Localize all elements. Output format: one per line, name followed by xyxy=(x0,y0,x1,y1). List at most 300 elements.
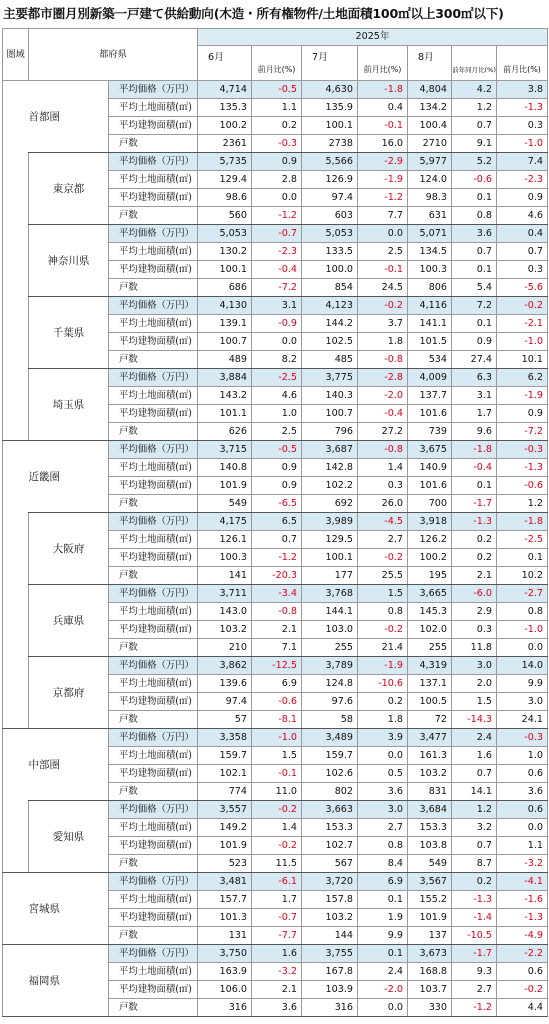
value-cell: 0.7 xyxy=(452,765,497,783)
value-cell: 2710 xyxy=(408,135,452,153)
value-cell: 0.6 xyxy=(497,963,548,981)
value-cell: 3.7 xyxy=(358,315,408,333)
value-cell: 0.1 xyxy=(452,477,497,495)
value-cell: 3,750 xyxy=(198,945,252,963)
value-cell: 3,489 xyxy=(302,729,358,747)
value-cell: 5,735 xyxy=(198,153,252,171)
value-cell: 103.8 xyxy=(408,837,452,855)
value-cell: 0.3 xyxy=(452,621,497,639)
value-cell: 8.7 xyxy=(452,855,497,873)
value-cell: 101.9 xyxy=(198,837,252,855)
prefecture-name-cell: 神奈川県 xyxy=(29,225,109,297)
area-column-header: 圏域 xyxy=(3,29,29,81)
value-cell: 102.0 xyxy=(408,621,452,639)
value-cell: -1.2 xyxy=(452,999,497,1017)
value-cell: 9.9 xyxy=(497,675,548,693)
value-cell: 101.6 xyxy=(408,405,452,423)
value-cell: 4,714 xyxy=(198,81,252,99)
table-row xyxy=(3,873,548,891)
value-cell: 0.6 xyxy=(497,801,548,819)
value-cell: -8.1 xyxy=(252,711,302,729)
value-cell: -0.3 xyxy=(497,441,548,459)
metric-label-cell: 戸数 xyxy=(109,783,198,801)
value-cell: 177 xyxy=(302,567,358,585)
value-cell: 133.5 xyxy=(302,243,358,261)
value-cell: 3,477 xyxy=(408,729,452,747)
value-cell: 0.3 xyxy=(497,261,548,279)
value-cell: 14.1 xyxy=(452,783,497,801)
value-cell: 796 xyxy=(302,423,358,441)
value-cell: 26.0 xyxy=(358,495,408,513)
value-cell: 3,665 xyxy=(408,585,452,603)
value-cell: 168.8 xyxy=(408,963,452,981)
table-row xyxy=(3,153,548,171)
value-cell: 0.4 xyxy=(358,99,408,117)
table-row xyxy=(3,585,548,603)
value-cell: 4,804 xyxy=(408,81,452,99)
value-cell: 161.3 xyxy=(408,747,452,765)
value-cell: -2.8 xyxy=(358,369,408,387)
value-cell: -1.2 xyxy=(358,189,408,207)
value-cell: 5,566 xyxy=(302,153,358,171)
metric-label-cell: 平均建物面積(㎡) xyxy=(109,405,198,423)
metric-label-cell: 平均価格（万円） xyxy=(109,369,198,387)
value-cell: 131 xyxy=(198,927,252,945)
value-cell: 0.7 xyxy=(452,837,497,855)
value-cell: 27.4 xyxy=(452,351,497,369)
area-group-cell xyxy=(3,729,29,873)
metric-label-cell: 平均土地面積(㎡) xyxy=(109,387,198,405)
metric-label-cell: 平均土地面積(㎡) xyxy=(109,531,198,549)
value-cell: -0.7 xyxy=(252,225,302,243)
value-cell: 1.5 xyxy=(252,747,302,765)
value-cell: 0.0 xyxy=(497,819,548,837)
value-cell: 6.5 xyxy=(252,513,302,531)
metric-label-cell: 戸数 xyxy=(109,135,198,153)
prefecture-name-cell: 兵庫県 xyxy=(29,585,109,657)
value-cell: 4,630 xyxy=(302,81,358,99)
metric-label-cell: 平均価格（万円） xyxy=(109,729,198,747)
value-cell: 142.8 xyxy=(302,459,358,477)
value-cell: -14.3 xyxy=(452,711,497,729)
metric-label-cell: 平均価格（万円） xyxy=(109,441,198,459)
value-cell: 167.8 xyxy=(302,963,358,981)
value-cell: -1.3 xyxy=(452,891,497,909)
value-cell: 103.0 xyxy=(302,621,358,639)
value-cell: 686 xyxy=(198,279,252,297)
value-cell: 97.4 xyxy=(198,693,252,711)
value-cell: 153.3 xyxy=(302,819,358,837)
metric-label-cell: 戸数 xyxy=(109,279,198,297)
value-cell: 3.1 xyxy=(252,297,302,315)
metric-label-cell: 戸数 xyxy=(109,567,198,585)
value-cell: 5,053 xyxy=(302,225,358,243)
value-cell: 3,663 xyxy=(302,801,358,819)
value-cell: -2.0 xyxy=(358,387,408,405)
value-cell: 3,884 xyxy=(198,369,252,387)
metric-label-cell: 平均土地面積(㎡) xyxy=(109,99,198,117)
value-cell: 139.6 xyxy=(198,675,252,693)
metric-label-cell: 戸数 xyxy=(109,855,198,873)
value-cell: 3.0 xyxy=(358,801,408,819)
value-cell: 144.1 xyxy=(302,603,358,621)
value-cell: -0.2 xyxy=(497,297,548,315)
value-cell: 3,918 xyxy=(408,513,452,531)
value-cell: -0.1 xyxy=(358,261,408,279)
table-row xyxy=(3,441,548,459)
value-cell: 134.5 xyxy=(408,243,452,261)
value-cell: 137.1 xyxy=(408,675,452,693)
value-cell: 0.7 xyxy=(252,531,302,549)
metric-label-cell: 平均建物面積(㎡) xyxy=(109,477,198,495)
value-cell: 7.7 xyxy=(358,207,408,225)
value-cell: 102.7 xyxy=(302,837,358,855)
value-cell: -1.9 xyxy=(497,387,548,405)
value-cell: 3,557 xyxy=(198,801,252,819)
value-cell: -2.2 xyxy=(497,945,548,963)
value-cell: -0.4 xyxy=(452,459,497,477)
value-cell: 103.2 xyxy=(198,621,252,639)
value-cell: 6.9 xyxy=(358,873,408,891)
prefecture-column-header: 都府県 xyxy=(29,29,198,81)
value-cell: 0.2 xyxy=(358,693,408,711)
metric-label-cell: 戸数 xyxy=(109,711,198,729)
value-cell: 0.1 xyxy=(358,945,408,963)
value-cell: 2.8 xyxy=(252,171,302,189)
value-cell: 72 xyxy=(408,711,452,729)
value-cell: 4.4 xyxy=(497,999,548,1017)
value-cell: 103.2 xyxy=(302,909,358,927)
prefecture-name-cell: 愛知県 xyxy=(29,801,109,873)
value-cell: 3,715 xyxy=(198,441,252,459)
area-name-cell: 近畿圏 xyxy=(29,441,109,513)
value-cell: 27.2 xyxy=(358,423,408,441)
value-cell: -0.3 xyxy=(252,135,302,153)
value-cell: 2.5 xyxy=(252,423,302,441)
value-cell: -1.8 xyxy=(452,441,497,459)
value-cell: 831 xyxy=(408,783,452,801)
value-cell: 130.2 xyxy=(198,243,252,261)
value-cell: 100.1 xyxy=(198,261,252,279)
value-cell: 1.9 xyxy=(358,909,408,927)
value-cell: 2.5 xyxy=(358,243,408,261)
value-cell: 5,071 xyxy=(408,225,452,243)
value-cell: -0.6 xyxy=(497,477,548,495)
yoy-header-aug: 前年同月比(%) xyxy=(452,46,497,81)
metric-label-cell: 平均価格（万円） xyxy=(109,945,198,963)
metric-label-cell: 平均価格（万円） xyxy=(109,585,198,603)
value-cell: 3.2 xyxy=(452,819,497,837)
value-cell: -0.6 xyxy=(252,693,302,711)
value-cell: 101.9 xyxy=(198,477,252,495)
value-cell: 7.2 xyxy=(452,297,497,315)
value-cell: 135.9 xyxy=(302,99,358,117)
value-cell: -1.0 xyxy=(497,135,548,153)
value-cell: 0.2 xyxy=(452,549,497,567)
value-cell: -7.2 xyxy=(252,279,302,297)
table-row xyxy=(3,801,548,819)
value-cell: 3.6 xyxy=(358,783,408,801)
value-cell: 101.6 xyxy=(408,477,452,495)
value-cell: 10.2 xyxy=(497,567,548,585)
value-cell: 3.6 xyxy=(497,783,548,801)
value-cell: 4,123 xyxy=(302,297,358,315)
table-row xyxy=(3,945,548,963)
value-cell: 806 xyxy=(408,279,452,297)
value-cell: 102.5 xyxy=(302,333,358,351)
table-row xyxy=(3,729,548,747)
value-cell: 101.5 xyxy=(408,333,452,351)
value-cell: 3,567 xyxy=(408,873,452,891)
metric-label-cell: 平均土地面積(㎡) xyxy=(109,459,198,477)
value-cell: -1.4 xyxy=(452,909,497,927)
value-cell: 129.4 xyxy=(198,171,252,189)
metric-label-cell: 平均建物面積(㎡) xyxy=(109,621,198,639)
value-cell: 485 xyxy=(302,351,358,369)
area-group-cell xyxy=(3,873,29,945)
value-cell: 1.7 xyxy=(252,891,302,909)
value-cell: 134.2 xyxy=(408,99,452,117)
value-cell: 3.6 xyxy=(452,225,497,243)
value-cell: 98.6 xyxy=(198,189,252,207)
value-cell: 143.2 xyxy=(198,387,252,405)
value-cell: 549 xyxy=(198,495,252,513)
value-cell: -1.8 xyxy=(358,81,408,99)
value-cell: 100.5 xyxy=(408,693,452,711)
value-cell: 3,673 xyxy=(408,945,452,963)
value-cell: -1.9 xyxy=(358,657,408,675)
value-cell: -1.8 xyxy=(497,513,548,531)
value-cell: 1.2 xyxy=(497,495,548,513)
value-cell: 14.0 xyxy=(497,657,548,675)
value-cell: 101.1 xyxy=(198,405,252,423)
value-cell: -1.2 xyxy=(252,549,302,567)
value-cell: 2.7 xyxy=(358,819,408,837)
value-cell: 0.7 xyxy=(452,117,497,135)
value-cell: 3,989 xyxy=(302,513,358,531)
value-cell: 25.5 xyxy=(358,567,408,585)
value-cell: 0.9 xyxy=(252,153,302,171)
value-cell: 5.4 xyxy=(452,279,497,297)
value-cell: 560 xyxy=(198,207,252,225)
value-cell: 3,358 xyxy=(198,729,252,747)
value-cell: 6.9 xyxy=(252,675,302,693)
value-cell: -0.2 xyxy=(358,297,408,315)
value-cell: 2.4 xyxy=(358,963,408,981)
value-cell: -0.5 xyxy=(252,441,302,459)
value-cell: 144 xyxy=(302,927,358,945)
value-cell: 100.3 xyxy=(198,549,252,567)
value-cell: -7.2 xyxy=(497,423,548,441)
value-cell: -2.0 xyxy=(358,981,408,999)
metric-label-cell: 平均土地面積(㎡) xyxy=(109,747,198,765)
value-cell: 100.2 xyxy=(198,117,252,135)
value-cell: 1.2 xyxy=(452,801,497,819)
value-cell: -10.5 xyxy=(452,927,497,945)
value-cell: 5,053 xyxy=(198,225,252,243)
value-cell: 11.5 xyxy=(252,855,302,873)
table-row xyxy=(3,369,548,387)
value-cell: 97.4 xyxy=(302,189,358,207)
value-cell: 159.7 xyxy=(198,747,252,765)
year-header: 2025年 xyxy=(198,29,548,46)
metric-label-cell: 平均土地面積(㎡) xyxy=(109,963,198,981)
metric-label-cell: 平均建物面積(㎡) xyxy=(109,549,198,567)
value-cell: 0.8 xyxy=(452,207,497,225)
value-cell: 102.6 xyxy=(302,765,358,783)
value-cell: -6.1 xyxy=(252,873,302,891)
value-cell: 103.2 xyxy=(408,765,452,783)
value-cell: 100.4 xyxy=(408,117,452,135)
value-cell: 1.1 xyxy=(497,837,548,855)
metric-label-cell: 平均土地面積(㎡) xyxy=(109,603,198,621)
value-cell: 149.2 xyxy=(198,819,252,837)
value-cell: 700 xyxy=(408,495,452,513)
mom-header-jun: 前月比(%) xyxy=(252,46,302,81)
metric-label-cell: 平均価格（万円） xyxy=(109,513,198,531)
metric-label-cell: 戸数 xyxy=(109,999,198,1017)
value-cell: 1.5 xyxy=(452,693,497,711)
value-cell: 0.3 xyxy=(497,117,548,135)
metric-label-cell: 平均建物面積(㎡) xyxy=(109,189,198,207)
value-cell: 549 xyxy=(408,855,452,873)
value-cell: -0.2 xyxy=(252,837,302,855)
value-cell: 316 xyxy=(302,999,358,1017)
value-cell: -4.9 xyxy=(497,927,548,945)
value-cell: -10.6 xyxy=(358,675,408,693)
value-cell: 155.2 xyxy=(408,891,452,909)
value-cell: 0.8 xyxy=(358,603,408,621)
metric-label-cell: 平均価格（万円） xyxy=(109,657,198,675)
value-cell: 0.5 xyxy=(358,765,408,783)
value-cell: -1.7 xyxy=(452,945,497,963)
value-cell: -20.3 xyxy=(252,567,302,585)
value-cell: 124.0 xyxy=(408,171,452,189)
value-cell: 103.7 xyxy=(408,981,452,999)
value-cell: 774 xyxy=(198,783,252,801)
value-cell: 3,684 xyxy=(408,801,452,819)
value-cell: 0.6 xyxy=(497,765,548,783)
value-cell: 0.9 xyxy=(497,405,548,423)
value-cell: 0.1 xyxy=(358,891,408,909)
metric-label-cell: 平均価格（万円） xyxy=(109,225,198,243)
metric-label-cell: 平均価格（万円） xyxy=(109,81,198,99)
value-cell: 0.2 xyxy=(452,531,497,549)
value-cell: 0.9 xyxy=(452,333,497,351)
value-cell: 802 xyxy=(302,783,358,801)
prefecture-name-cell: 大阪府 xyxy=(29,513,109,585)
table-row xyxy=(3,657,548,675)
value-cell: 4,116 xyxy=(408,297,452,315)
value-cell: 106.0 xyxy=(198,981,252,999)
value-cell: 145.3 xyxy=(408,603,452,621)
value-cell: 1.6 xyxy=(452,747,497,765)
value-cell: 0.1 xyxy=(452,261,497,279)
metric-label-cell: 平均建物面積(㎡) xyxy=(109,909,198,927)
value-cell: -12.5 xyxy=(252,657,302,675)
prefecture-name-cell: 埼玉県 xyxy=(29,369,109,441)
value-cell: 523 xyxy=(198,855,252,873)
prefecture-name-cell: 東京都 xyxy=(29,153,109,225)
value-cell: 3,755 xyxy=(302,945,358,963)
value-cell: 3,481 xyxy=(198,873,252,891)
value-cell: -0.2 xyxy=(358,621,408,639)
value-cell: 3.8 xyxy=(497,81,548,99)
value-cell: 103.9 xyxy=(302,981,358,999)
metric-label-cell: 平均価格（万円） xyxy=(109,153,198,171)
area-group-cell xyxy=(3,441,29,729)
value-cell: 153.3 xyxy=(408,819,452,837)
metric-label-cell: 平均土地面積(㎡) xyxy=(109,171,198,189)
value-cell: -0.2 xyxy=(252,801,302,819)
month-header-jul: 7月 xyxy=(302,46,358,81)
metric-label-cell: 平均建物面積(㎡) xyxy=(109,333,198,351)
value-cell: 7.1 xyxy=(252,639,302,657)
prefecture-name-cell: 千葉県 xyxy=(29,297,109,369)
value-cell: 3.0 xyxy=(497,693,548,711)
area-name-cell: 首都圏 xyxy=(29,81,109,153)
value-cell: 2.0 xyxy=(452,675,497,693)
value-cell: 24.1 xyxy=(497,711,548,729)
table-row xyxy=(3,225,548,243)
value-cell: -3.4 xyxy=(252,585,302,603)
value-cell: 21.4 xyxy=(358,639,408,657)
value-cell: 3,720 xyxy=(302,873,358,891)
value-cell: 137 xyxy=(408,927,452,945)
value-cell: 1.0 xyxy=(252,405,302,423)
value-cell: 144.2 xyxy=(302,315,358,333)
metric-label-cell: 戸数 xyxy=(109,207,198,225)
value-cell: 0.8 xyxy=(497,603,548,621)
value-cell: -1.2 xyxy=(252,207,302,225)
value-cell: 126.2 xyxy=(408,531,452,549)
value-cell: 0.1 xyxy=(497,549,548,567)
value-cell: 195 xyxy=(408,567,452,585)
value-cell: 100.1 xyxy=(302,117,358,135)
value-cell: 692 xyxy=(302,495,358,513)
value-cell: 129.5 xyxy=(302,531,358,549)
area-group-cell xyxy=(3,81,29,441)
metric-label-cell: 戸数 xyxy=(109,639,198,657)
value-cell: 0.8 xyxy=(358,837,408,855)
value-cell: 0.9 xyxy=(497,189,548,207)
value-cell: 102.2 xyxy=(302,477,358,495)
supply-trend-table xyxy=(2,28,548,1017)
value-cell: 4,130 xyxy=(198,297,252,315)
value-cell: 2.7 xyxy=(452,981,497,999)
value-cell: -2.5 xyxy=(497,531,548,549)
value-cell: 3,675 xyxy=(408,441,452,459)
value-cell: 159.7 xyxy=(302,747,358,765)
value-cell: -0.8 xyxy=(358,351,408,369)
value-cell: 1.4 xyxy=(252,819,302,837)
value-cell: 97.6 xyxy=(302,693,358,711)
value-cell: -1.0 xyxy=(252,729,302,747)
value-cell: 6.2 xyxy=(497,369,548,387)
value-cell: -6.0 xyxy=(452,585,497,603)
metric-label-cell: 戸数 xyxy=(109,927,198,945)
value-cell: -1.3 xyxy=(497,459,548,477)
value-cell: -7.7 xyxy=(252,927,302,945)
value-cell: 3,775 xyxy=(302,369,358,387)
value-cell: 6.3 xyxy=(452,369,497,387)
value-cell: 3.6 xyxy=(252,999,302,1017)
value-cell: 5,977 xyxy=(408,153,452,171)
value-cell: 2.9 xyxy=(452,603,497,621)
area-name-cell: 福岡県 xyxy=(29,945,109,1017)
metric-label-cell: 平均建物面積(㎡) xyxy=(109,765,198,783)
value-cell: 139.1 xyxy=(198,315,252,333)
